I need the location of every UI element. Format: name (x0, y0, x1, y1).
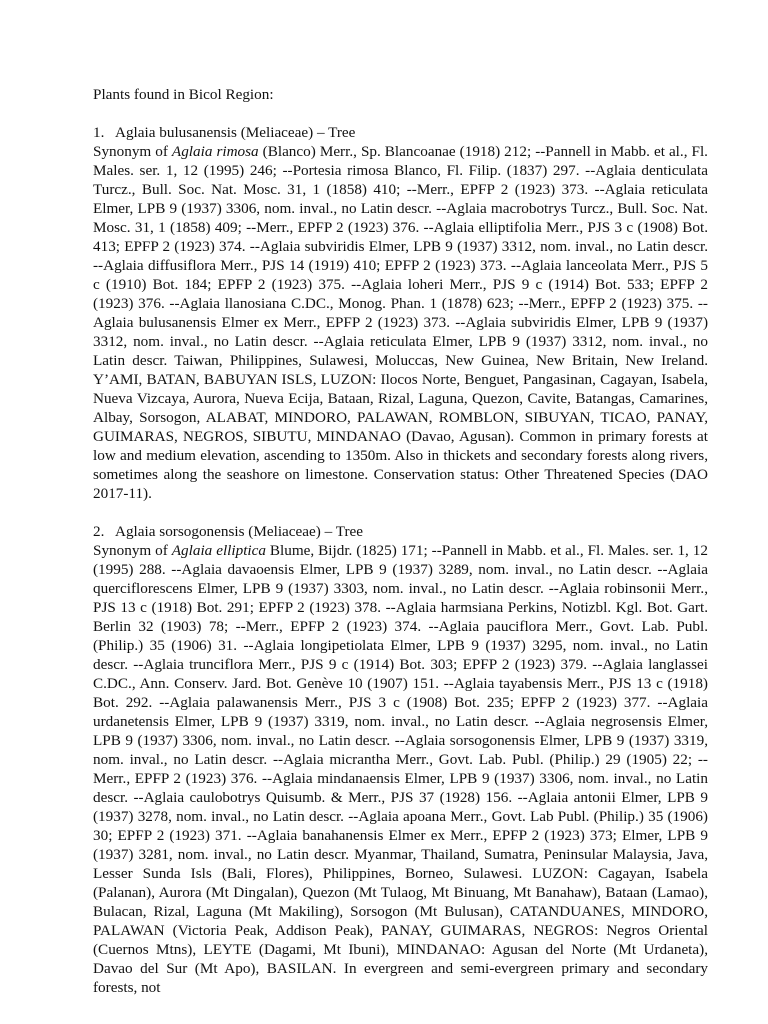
entry-body-text: Blume, Bijdr. (1825) 171; --Pannell in Mabb. et al., Fl. Males. ser. 1, 12 (1995) 288. --Aglaia davaoensis Elmer, LPB 9 (1937) 3289, nom. inval., no Latin descr. --Aglaia querciflorescens Elmer, LPB 9 (1937) 3303, nom. inval., no Latin descr. --Aglaia robinsonii Merr., PJS 13 c (1918) Bot. 291; EPFP 2 (1923) 378. --Aglaia harmsiana Perkins, Notizbl. Kgl. Bot. Gart. Berlin 32 (1903) 78; --Merr., EPFP 2 (1923) 374. --Aglaia pauciflora Merr., Govt. Lab. Publ. (Philip.) 35 (1906) 31. --Aglaia longipetiolata Elmer, LPB 9 (1937) 3295, nom. inval., no Latin descr. --Aglaia trunciflora Merr., PJS 9 c (1914) Bot. 303; EPFP 2 (1923) 379. --Aglaia langlassei C.DC., Ann. Conserv. Jard. Bot. Genève 10 (1907) 151. --Aglaia tayabensis Merr., PJS 13 c (1918) Bot. 292. --Aglaia palawanensis Merr., PJS 3 c (1908) Bot. 235; EPFP 2 (1923) 377. --Aglaia urdanetensis Elmer, LPB 9 (1937) 3319, nom. inval., no Latin descr. --Aglaia negrosensis Elmer, LPB 9 (1937) 3306, nom. inval., no Latin descr. --Aglaia sorsogonensis Elmer, LPB 9 (1937) 3319, nom. inval., no Latin descr. --Aglaia micrantha Merr., Govt. Lab. Publ. (Philip.) 29 (1905) 22; --Merr., EPFP 2 (1923) 376. --Aglaia mindanaensis Elmer, LPB 9 (1937) 3306, nom. inval., no Latin descr. --Aglaia caulobotrys Quisumb. & Merr., PJS 37 (1928) 156. --Aglaia antonii Elmer, LPB 9 (1937) 3278, nom. inval., no Latin descr. --Aglaia apoana Merr., Govt. Lab Publ. (Philip.) 35 (1906) 30; EPFP 2 (1923) 371. --Aglaia banahanensis Elmer ex Merr., EPFP 2 (1923) 373; Elmer, LPB 9 (1937) 3281, nom. inval., no Latin descr. Myanmar, Thailand, Sumatra, Peninsular Malaysia, Java, Lesser Sunda Isls (Bali, Flores), Philippines, Borneo, Sulawesi. LUZON: Cagayan, Isabela (Palanan), Aurora (Mt Dingalan), Quezon (Mt Tulaog, Mt Binuang, Mt Banahaw), Bataan (Lamao), Bulacan, Rizal, Laguna (Mt Makiling), Sorsogon (Mt Bulusan), CATANDUANES, MINDORO, PALAWAN (Victoria Peak, Addison Peak), PANAY, GUIMARAS, NEGROS: Negros Oriental (Cuernos Mtns), LEYTE (Dagami, Mt Ibuni), MINDANAO: Agusan del Norte (Mt Urdaneta), Davao del Sur (Mt Apo), BASILAN. In evergreen and semi-evergreen primary and secondary forests, not (93, 542, 708, 996)
entry-body (93, 541, 708, 997)
entry-title (93, 522, 708, 541)
entry-title-text: Aglaia sorsogonensis (Meliaceae) – Tree (115, 523, 363, 540)
entry-title-text: Aglaia bulusanensis (Meliaceae) – Tree (115, 124, 356, 141)
document-heading: Plants found in Bicol Region: (93, 86, 274, 103)
entry-number: 1. (93, 124, 105, 141)
entry-body (93, 142, 708, 503)
synonym-name: Aglaia rimosa (171, 143, 259, 160)
entry-body-text: (Blanco) Merr., Sp. Blancoanae (1918) 212; --Pannell in Mabb. et al., Fl. Males. ser. 1, 12 (1995) 246; --Portesia rimosa Blanco, Fl. Filip. (1837) 297. --Aglaia denticulata Turcz., Bull. Soc. Nat. Mosc. 31, 1 (1858) 410; --Merr., EPFP 2 (1923) 373. --Aglaia reticulata Elmer, LPB 9 (1937) 3306, nom. inval., no Latin descr. --Aglaia macrobotrys Turcz., Bull. Soc. Nat. Mosc. 31, 1 (1858) 409; --Merr., EPFP 2 (1923) 376. --Aglaia elliptifolia Merr., PJS 3 c (1908) Bot. 413; EPFP 2 (1923) 374. --Aglaia subviridis Elmer, LPB 9 (1937) 3312, nom. inval., no Latin descr. --Aglaia diffusiflora Merr., PJS 14 (1919) 410; EPFP 2 (1923) 373. --Aglaia lanceolata Merr., PJS 5 c (1910) Bot. 184; EPFP 2 (1923) 375. --Aglaia loheri Merr., PJS 9 c (1914) Bot. 533; EPFP 2 (1923) 376. --Aglaia llanosiana C.DC., Monog. Phan. 1 (1878) 623; --Merr., EPFP 2 (1923) 375. --Aglaia bulusanensis Elmer ex Merr., EPFP 2 (1923) 373. --Aglaia subviridis Elmer, LPB 9 (1937) 3312, nom. inval., no Latin descr. --Aglaia reticulata Elmer, LPB 9 (1937) 3312, nom. inval., no Latin descr. Taiwan, Philippines, Sulawesi, Moluccas, New Guinea, New Britain, New Ireland. Y’AMI, BATAN, BABUYAN ISLS, LUZON: Ilocos Norte, Benguet, Pangasinan, Cagayan, Isabela, Nueva Vizcaya, Aurora, Nueva Ecija, Bataan, Rizal, Laguna, Quezon, Cavite, Batangas, Camarines, Albay, Sorsogon, ALABAT, MINDORO, PALAWAN, ROMBLON, SIBUYAN, TICAO, PANAY, GUIMARAS, NEGROS, SIBUTU, MINDANAO (Davao, Agusan). Common in primary forests at low and medium elevation, ascending to 1350m. Also in thickets and secondary forests along rivers, sometimes along the seashore on limestone. Conservation status: Other Threatened Species (DAO 2017-11). (93, 143, 708, 502)
plant-entry-2 (93, 522, 708, 997)
synonym-prefix: Synonym of (93, 542, 172, 559)
synonym-name: Aglaia elliptica (171, 542, 266, 559)
plant-entry-1 (93, 123, 708, 503)
entry-title (93, 123, 708, 142)
synonym-prefix: Synonym of (93, 143, 172, 160)
entry-number: 2. (93, 523, 105, 540)
